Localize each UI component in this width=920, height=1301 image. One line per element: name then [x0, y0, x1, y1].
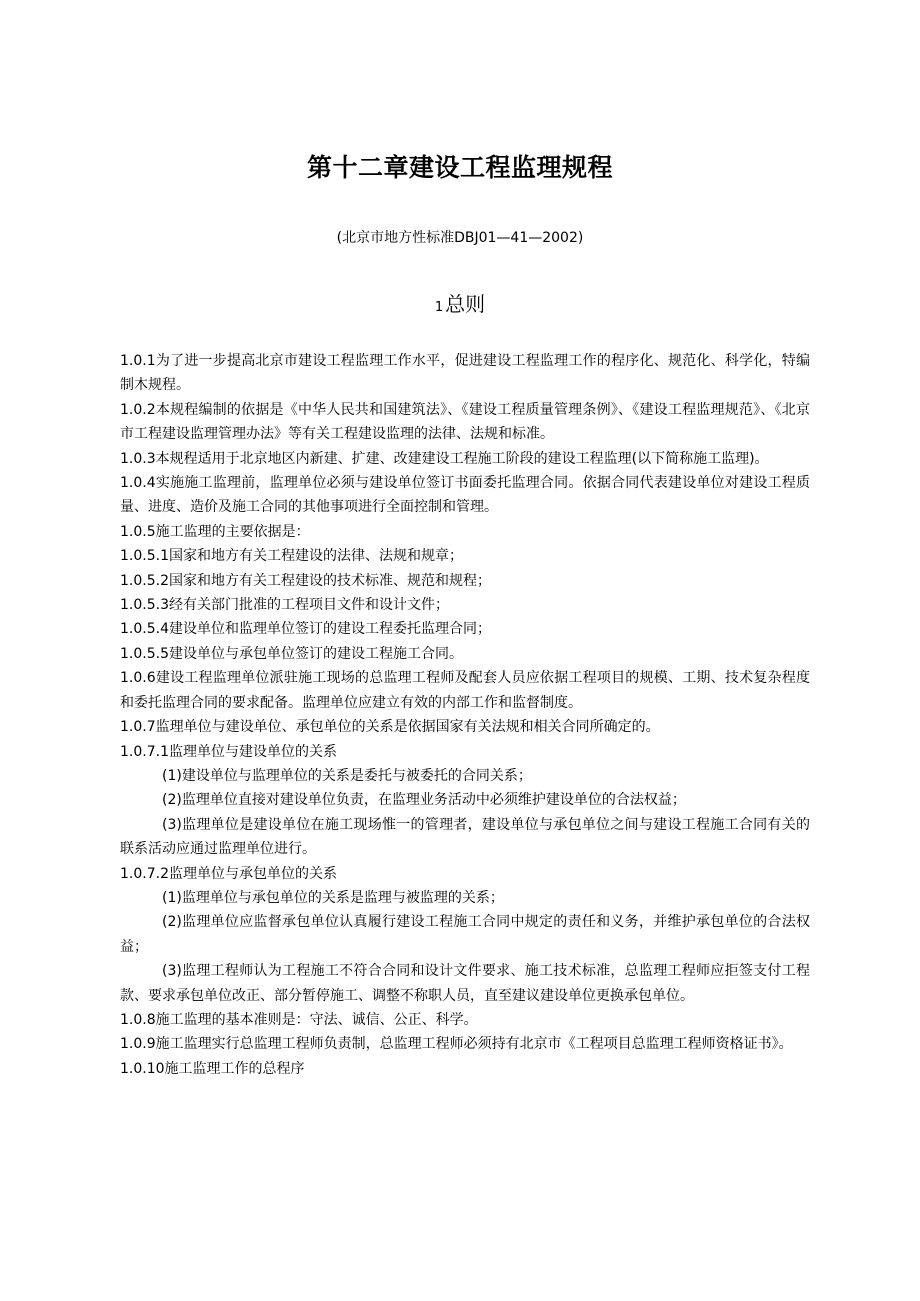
paragraph-1-0-4: 1.0.4实施施工监理前，监理单位必须与建设单位签订书面委托监理合同。依据合同代表建设单位对建设工程质量、进度、造价及施工合同的其他事项进行全面控制和管理。: [120, 475, 810, 516]
paragraph-1-0-10: 1.0.10施工监理工作的总程序: [120, 1060, 305, 1077]
paragraph-1-0-5-1: 1.0.5.1国家和地方有关工程建设的法律、法规和规章；: [120, 548, 463, 565]
paragraph-1-0-1: 1.0.1为了进一步提高北京市建设工程监理工作水平，促进建设工程监理工作的程序化、规范化、科学化，特编制木规程。: [120, 353, 810, 394]
section-number: 1: [434, 300, 444, 315]
paragraph-1-0-7-1: 1.0.7.1监理单位与建设单位的关系: [120, 743, 337, 760]
page-subtitle: (北京市地方性标准DBJ01—41—2002): [336, 230, 584, 246]
page-title: 第十二章建设工程监理规程: [306, 153, 613, 182]
paragraph-1-0-8: 1.0.8施工监理的基本准则是：守法、诚信、公正、科学。: [120, 1011, 478, 1028]
section-heading: [0, 290, 920, 322]
paragraph-1-0-5: 1.0.5施工监理的主要依据是：: [120, 523, 310, 540]
paragraph-1-0-3: 1.0.3本规程适用于北京地区内新建、扩建、改建建设工程施工阶段的建设工程监理(以下简称施工监理)。: [120, 450, 769, 467]
paragraph-1-0-2: 1.0.2本规程编制的依据是《中华人民共和国建筑法》、《建设工程质量管理条例》、《建设工程监理规范》、《北京市工程建设监理管理办法》等有关工程建设监理的法律、法规和标准。: [120, 401, 810, 443]
list-item: (1)建设单位与监理单位的关系是委托与被委托的合同关系；: [162, 767, 532, 784]
document-body: [120, 349, 810, 1081]
paragraph-1-0-5-5: 1.0.5.5建设单位与承包单位签订的建设工程施工合同。: [120, 645, 463, 662]
paragraph-1-0-5-2: 1.0.5.2国家和地方有关工程建设的技术标准、规范和规程；: [120, 572, 491, 589]
paragraph-1-0-7: 1.0.7监理单位与建设单位、承包单位的关系是依据国家有关法规和相关合同所确定的。: [120, 719, 660, 736]
list-item: (1)监理单位与承包单位的关系是监理与被监理的关系；: [162, 889, 504, 906]
paragraph-1-0-6: 1.0.6建设工程监理单位派驻施工现场的总监理工程师及配套人员应依据工程项目的规模、工期、技术复杂程度和委托监理合同的要求配备。监理单位应建立有效的内部工作和监督制度。: [120, 670, 810, 711]
section-title: 总则: [445, 292, 486, 316]
paragraph-1-0-7-2: 1.0.7.2监理单位与承包单位的关系: [120, 865, 337, 882]
paragraph-1-0-5-3: 1.0.5.3经有关部门批准的工程项目文件和设计文件；: [120, 597, 449, 614]
list-item: (2)监理单位直接对建设单位负责，在监理业务活动中必须维护建设单位的合法权益；: [162, 792, 686, 809]
list-item: (3)监理单位是建设单位在施工现场惟一的管理者，建设单位与承包单位之间与建设工程施工合同有关的联系活动应通过监理单位进行。: [120, 816, 810, 858]
paragraph-1-0-5-4: 1.0.5.4建设单位和监理单位签订的建设工程委托监理合同；: [120, 621, 491, 638]
list-item: (3)监理工程师认为工程施工不符合合同和设计文件要求、施工技术标准，总监理工程师应拒签支付工程款、要求承包单位改正、部分暂停施工、调整不称职人员，直至建议建设单位更换承包单位。: [120, 963, 810, 1004]
list-item: (2)监理单位应监督承包单位认真履行建设工程施工合同中规定的责任和义务，并维护承包单位的合法权益；: [120, 914, 810, 955]
paragraph-1-0-9: 1.0.9施工监理实行总监理工程师负责制，总监理工程师必须持有北京市《工程项目总监理工程师资格证书》。: [120, 1036, 793, 1053]
